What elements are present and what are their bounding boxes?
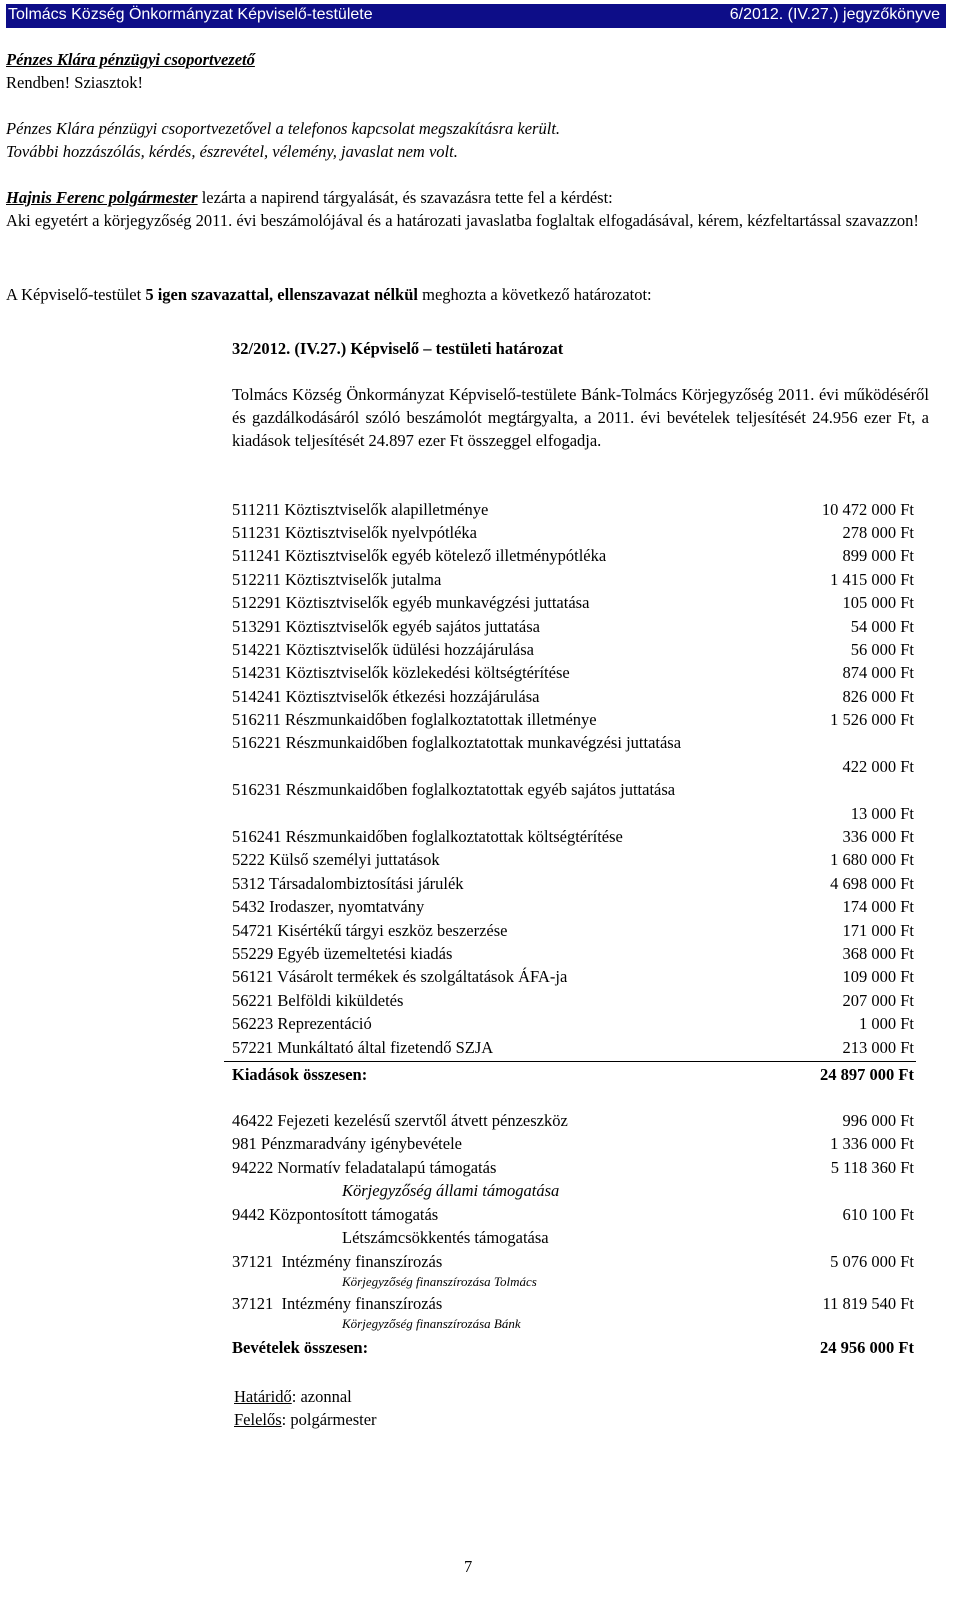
mayor-text: lezárta a napirend tárgyalását, és szavazásra tette fel a kérdést: xyxy=(197,188,613,207)
expense-row xyxy=(232,521,914,545)
resolution-title: 32/2012. (IV.27.) Képviselő – testületi határozat xyxy=(232,339,564,358)
expense-row xyxy=(232,544,914,568)
expense-row xyxy=(232,1036,914,1060)
expense-row xyxy=(232,1012,914,1036)
revenue-row xyxy=(232,1250,914,1274)
expense-row xyxy=(232,989,914,1013)
expense-row xyxy=(232,965,914,989)
expense-value: 54 000 Ft xyxy=(850,617,914,636)
expense-label: 513291 Köztisztviselők egyéb sajátos juttatása xyxy=(232,617,540,636)
expense-value: 1 415 000 Ft xyxy=(830,570,914,589)
expense-label: 516211 Részmunkaidőben foglalkoztatottak illetménye xyxy=(232,710,597,729)
revenue-value: 1 336 000 Ft xyxy=(830,1134,914,1153)
revenue-value: 11 819 540 Ft xyxy=(822,1294,914,1313)
revenue-row xyxy=(232,1156,914,1180)
vote-result xyxy=(6,284,652,306)
expense-row xyxy=(232,591,914,615)
mayor-statement xyxy=(6,187,613,209)
mayor-name: Hajnis Ferenc polgármester xyxy=(6,188,198,207)
speaker-name: Pénzes Klára pénzügyi csoportvezető xyxy=(6,50,255,69)
expense-row xyxy=(232,919,914,943)
revenue-sublabel: Körjegyzőség finanszírozása Bánk xyxy=(342,1316,521,1331)
expenses-total-row xyxy=(232,1063,914,1087)
revenues-total-label: Bevételek összesen: xyxy=(232,1338,369,1357)
expense-row xyxy=(232,778,914,826)
expense-row xyxy=(232,895,914,919)
expense-value: 1 000 Ft xyxy=(858,1014,914,1033)
expense-value: 899 000 Ft xyxy=(842,546,914,565)
expense-label: 54721 Kisértékű tárgyi eszköz beszerzése xyxy=(232,921,508,940)
expense-value: 278 000 Ft xyxy=(842,523,914,542)
expense-label: 57221 Munkáltató által fizetendő SZJA xyxy=(232,1038,494,1057)
expense-label: 5222 Külső személyi juttatások xyxy=(232,850,440,869)
responsible-label: Felelős xyxy=(234,1410,282,1429)
note-line-1: Pénzes Klára pénzügyi csoportvezetővel a telefonos kapcsolat megszakításra került. xyxy=(6,119,561,138)
expense-label: 511241 Köztisztviselők egyéb kötelező illetménypótléka xyxy=(232,546,607,565)
revenue-label: 981 Pénzmaradvány igénybevétele xyxy=(232,1134,462,1153)
expense-label: 56223 Reprezentáció xyxy=(232,1014,372,1033)
revenue-row xyxy=(232,1132,914,1156)
expense-label: 516231 Részmunkaidőben foglalkoztatottak egyéb sajátos juttatása xyxy=(232,780,676,799)
expense-row xyxy=(232,708,914,732)
expense-row xyxy=(232,942,914,966)
expense-label: 514241 Köztisztviselők étkezési hozzájárulása xyxy=(232,687,540,706)
expense-label: 5312 Társadalombiztosítási járulék xyxy=(232,874,464,893)
expense-row xyxy=(232,685,914,709)
expenses-total-value: 24 897 000 Ft xyxy=(820,1065,914,1084)
revenue-label: 9442 Központosított támogatás xyxy=(232,1205,439,1224)
vote-post: meghozta a következő határozatot: xyxy=(418,285,652,304)
revenue-sublabel: Körjegyzőség állami támogatása xyxy=(342,1181,560,1200)
total-divider xyxy=(224,1061,916,1062)
speaker-text: Rendben! Sziasztok! xyxy=(6,73,144,92)
expense-row xyxy=(232,848,914,872)
revenue-value: 5 118 360 Ft xyxy=(830,1158,914,1177)
expense-label: 511231 Köztisztviselők nyelvpótléka xyxy=(232,523,478,542)
vote-pre: A Képviselő-testület xyxy=(6,285,146,304)
expense-label: 516221 Részmunkaidőben foglalkoztatottak munkavégzési juttatása xyxy=(232,733,682,752)
revenue-value: 5 076 000 Ft xyxy=(830,1252,914,1271)
header-title: Tolmács Község Önkormányzat Képviselő-testülete xyxy=(8,6,373,23)
expense-value: 213 000 Ft xyxy=(842,1038,914,1057)
header-minutes-id: 6/2012. (IV.27.) jegyzőkönyve xyxy=(729,6,940,23)
responsible-value: : polgármester xyxy=(281,1410,377,1429)
expense-value: 13 000 Ft xyxy=(850,804,914,823)
revenue-row xyxy=(232,1109,914,1133)
vote-count: 5 igen szavazattal, ellenszavazat nélkül xyxy=(145,285,418,304)
expense-label: 56121 Vásárolt termékek és szolgáltatások ÁFA-ja xyxy=(232,967,568,986)
expense-value: 1 526 000 Ft xyxy=(830,710,914,729)
expense-label: 516241 Részmunkaidőben foglalkoztatottak költségtérítése xyxy=(232,827,623,846)
expense-label: 56221 Belföldi kiküldetés xyxy=(232,991,404,1010)
expense-row xyxy=(232,615,914,639)
expense-label: 5432 Irodaszer, nyomtatvány xyxy=(232,897,425,916)
expense-value: 171 000 Ft xyxy=(842,921,914,940)
revenue-row xyxy=(232,1292,914,1316)
expense-value: 10 472 000 Ft xyxy=(821,500,914,519)
expense-label: 55229 Egyéb üzemeltetési kiadás xyxy=(232,944,453,963)
revenue-row xyxy=(232,1203,914,1227)
revenue-label: 46422 Fejezeti kezelésű szervtől átvett pénzeszköz xyxy=(232,1111,568,1130)
expense-value: 4 698 000 Ft xyxy=(830,874,914,893)
revenue-label: 94222 Normatív feladatalapú támogatás xyxy=(232,1158,497,1177)
expense-value: 336 000 Ft xyxy=(842,827,914,846)
expense-value: 105 000 Ft xyxy=(842,593,914,612)
page-header xyxy=(6,4,946,28)
expense-row xyxy=(232,661,914,685)
expense-value: 109 000 Ft xyxy=(842,967,914,986)
responsible xyxy=(234,1409,377,1431)
expense-row xyxy=(232,731,914,779)
revenue-sublabel: Körjegyzőség finanszírozása Tolmács xyxy=(342,1274,537,1289)
expense-row xyxy=(232,825,914,849)
deadline-value: : azonnal xyxy=(291,1387,352,1406)
expense-value: 422 000 Ft xyxy=(842,757,914,776)
revenue-label: 37121 Intézmény finanszírozás xyxy=(232,1252,443,1271)
expense-row xyxy=(232,638,914,662)
revenue-value: 610 100 Ft xyxy=(842,1205,914,1224)
expense-row xyxy=(232,568,914,592)
deadline-label: Határidő xyxy=(234,1387,292,1406)
expense-label: 511211 Köztisztviselők alapilletménye xyxy=(232,500,489,519)
revenue-label: 37121 Intézmény finanszírozás xyxy=(232,1294,443,1313)
expense-label: 512291 Köztisztviselők egyéb munkavégzési juttatása xyxy=(232,593,590,612)
revenues-total-value: 24 956 000 Ft xyxy=(820,1338,914,1357)
expense-value: 1 680 000 Ft xyxy=(830,850,914,869)
expense-row xyxy=(232,498,914,522)
deadline xyxy=(234,1386,352,1408)
expense-label: 514231 Köztisztviselők közlekedési költségtérítése xyxy=(232,663,570,682)
note-line-2: További hozzászólás, kérdés, észrevétel, vélemény, javaslat nem volt. xyxy=(6,142,458,161)
expense-value: 56 000 Ft xyxy=(850,640,914,659)
expense-label: 512211 Köztisztviselők jutalma xyxy=(232,570,442,589)
expense-value: 174 000 Ft xyxy=(842,897,914,916)
revenue-value: 996 000 Ft xyxy=(842,1111,914,1130)
page-number: 7 xyxy=(464,1557,473,1576)
revenues-total-row xyxy=(232,1336,914,1360)
expenses-total-label: Kiadások összesen: xyxy=(232,1065,368,1084)
revenue-sublabel: Létszámcsökkentés támogatása xyxy=(342,1228,549,1247)
vote-question: Aki egyetért a körjegyzőség 2011. évi beszámolójával és a határozati javaslatba foglaltak elfogadásával, kérem, kézfeltartással szavazzon! xyxy=(6,211,919,230)
expense-label: 514221 Köztisztviselők üdülési hozzájárulása xyxy=(232,640,534,659)
expense-value: 207 000 Ft xyxy=(842,991,914,1010)
expense-value: 826 000 Ft xyxy=(842,687,914,706)
expense-row xyxy=(232,872,914,896)
resolution-text: Tolmács Község Önkormányzat Képviselő-testülete Bánk-Tolmács Körjegyzőség 2011. évi működéséről és gazdálkodásáról szóló beszámolót megtárgyalta, a 2011. évi bevételek teljesítését 24.956 ezer Ft, a kiadások teljesítését 24.897 ezer Ft összeggel elfogadja. xyxy=(232,385,929,450)
expense-value: 874 000 Ft xyxy=(842,663,914,682)
expense-value: 368 000 Ft xyxy=(842,944,914,963)
